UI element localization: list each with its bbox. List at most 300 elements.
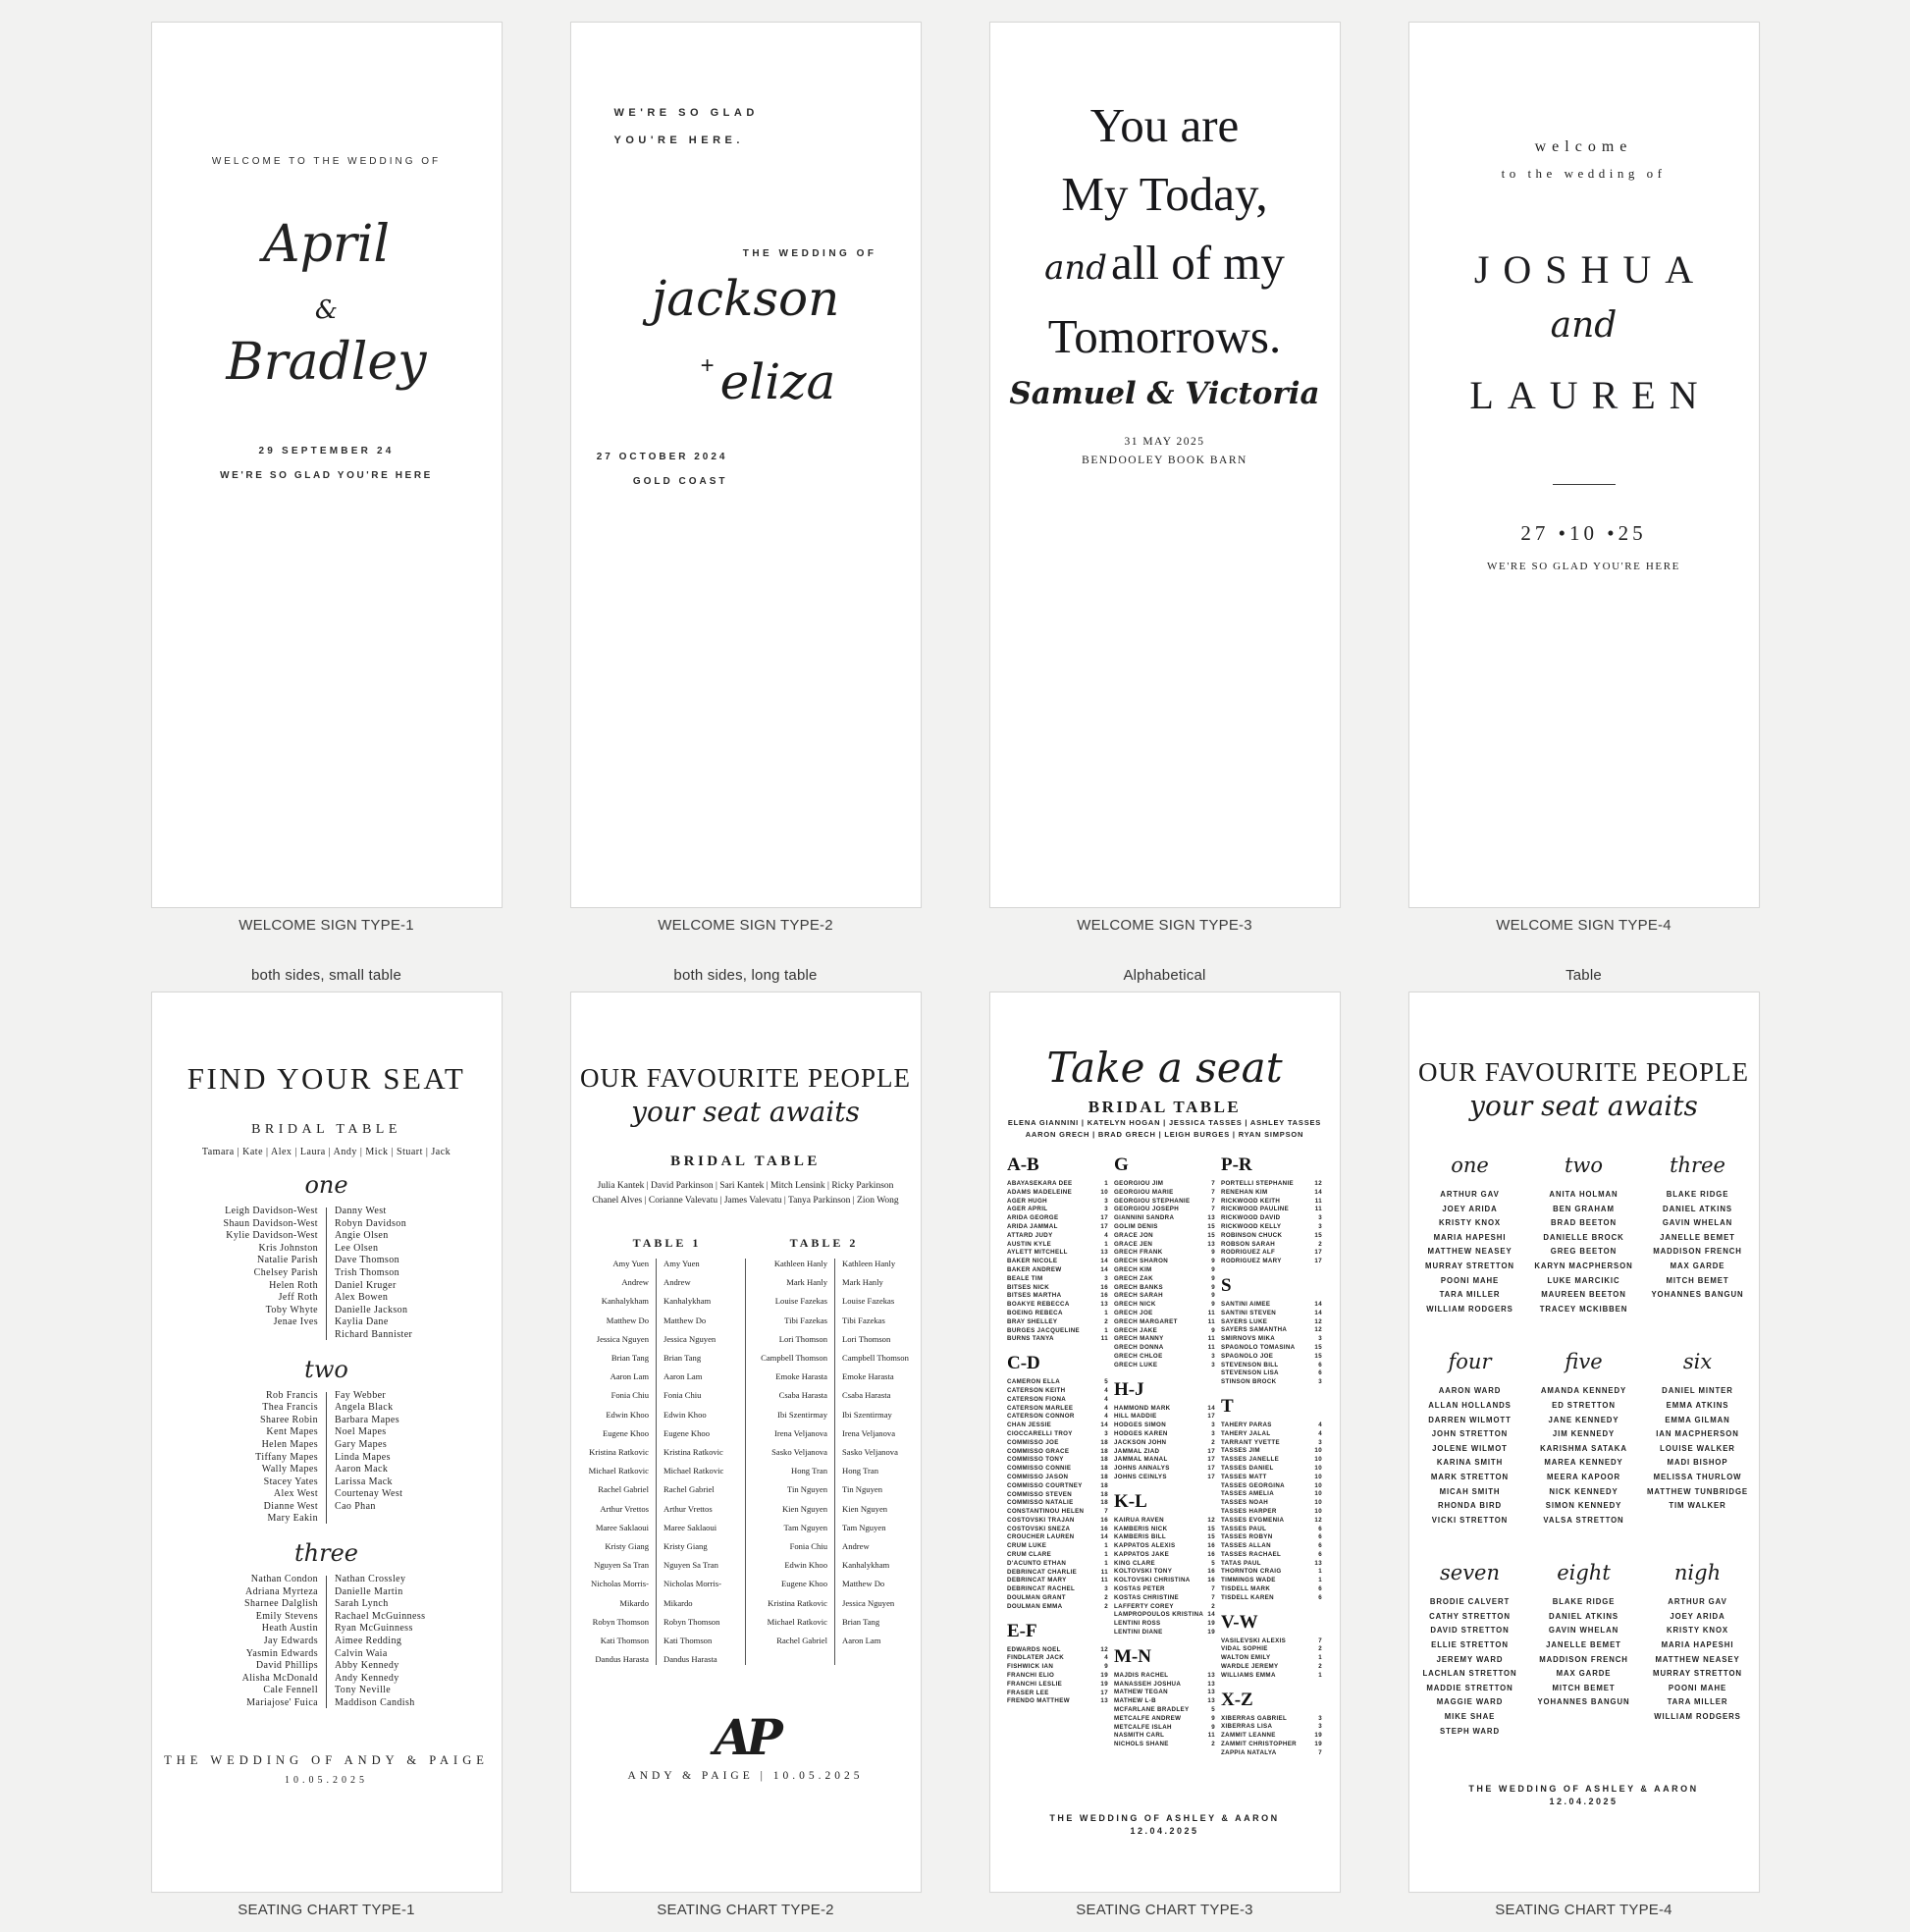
- guest-name: Tony Neville: [335, 1685, 392, 1696]
- guest-name: Larissa Mack: [335, 1476, 393, 1487]
- guest-row: [1114, 1629, 1215, 1637]
- guest-name: GAVIN WHELAN: [1548, 1626, 1619, 1636]
- guest-row: [1114, 1448, 1215, 1457]
- table-guest-columns: [152, 1206, 502, 1342]
- guest-name: TISDELL KAREN: [1221, 1593, 1274, 1601]
- guest-name: Nathan Crossley: [335, 1574, 406, 1585]
- guest-row: [1007, 1378, 1108, 1387]
- guest-name: TARA MILLER: [1439, 1290, 1501, 1300]
- guest-name: MANASSEH JOSHUA: [1114, 1680, 1182, 1688]
- guest-name: Dandus Harasta: [663, 1654, 717, 1665]
- guest-name: FINDLATER JACK: [1007, 1654, 1065, 1662]
- guest-table-number: 1: [1104, 1180, 1108, 1187]
- guest-name: Richard Bannister: [335, 1328, 413, 1340]
- guest-row: [1221, 1344, 1322, 1353]
- guest-name: Tiffany Mapes: [255, 1451, 318, 1463]
- guest-name: Kristina Ratkovic: [663, 1447, 723, 1458]
- guest-name: Natalie Parish: [257, 1255, 318, 1266]
- guest-name: CAMERON ELLA: [1007, 1378, 1061, 1386]
- guest-name: AUSTIN KYLE: [1007, 1240, 1052, 1248]
- guest-table-number: 10: [1314, 1447, 1322, 1455]
- guest-name: GEORGIOU STEPHANIE: [1114, 1197, 1191, 1205]
- alpha-column: [1221, 1154, 1322, 1758]
- guest-table-number: 17: [1207, 1473, 1215, 1480]
- guest-name: MARIA HAPESHI: [1433, 1232, 1507, 1242]
- guest-name: TASSES ROBYN: [1221, 1533, 1273, 1541]
- guest-name: METCALFE ANDREW: [1114, 1714, 1182, 1722]
- guest-name: Louise Fazekas: [774, 1296, 827, 1307]
- guest-table-number: 14: [1100, 1258, 1108, 1265]
- footer-date: 12.04.2025: [1130, 1825, 1199, 1836]
- letter-heading: V-W: [1221, 1611, 1258, 1633]
- guest-name: Robyn Thomson: [663, 1616, 720, 1627]
- guest-name: CRUM CLARE: [1007, 1551, 1052, 1559]
- guest-table-number: 11: [1207, 1344, 1215, 1352]
- guest-row: [1221, 1241, 1322, 1250]
- guest-row: [1221, 1723, 1322, 1732]
- column-divider: [326, 1392, 327, 1525]
- guest-name: KARINA SMITH: [1436, 1458, 1504, 1468]
- guest-row: [1221, 1180, 1322, 1189]
- guest-name: Angela Black: [335, 1402, 394, 1414]
- guest-table-number: 11: [1100, 1335, 1108, 1343]
- guest-name: Jessica Nguyen: [842, 1597, 895, 1608]
- guest-table-number: 10: [1314, 1490, 1322, 1498]
- guest-name: AMANDA KENNEDY: [1540, 1386, 1627, 1396]
- table-name: eight: [1557, 1561, 1611, 1585]
- guest-table-number: 3: [1104, 1274, 1108, 1282]
- guest-name: TARRANT YVETTE: [1221, 1438, 1281, 1446]
- letter-heading: P-R: [1221, 1154, 1252, 1175]
- guest-name: Barbara Mapes: [335, 1414, 400, 1425]
- guest-row: [1221, 1422, 1322, 1430]
- guest-name: MADI BISHOP: [1667, 1458, 1728, 1468]
- guest-table-number: 3: [1104, 1585, 1108, 1593]
- guest-row: [1114, 1689, 1215, 1697]
- guest-table-number: 1: [1104, 1309, 1108, 1316]
- guest-name: Trish Thomson: [335, 1266, 400, 1278]
- guest-table-number: 10: [1314, 1481, 1322, 1489]
- guest-row: [1114, 1672, 1215, 1681]
- guest-table-number: 13: [1314, 1559, 1322, 1567]
- guest-name: Rob Francis: [265, 1389, 318, 1401]
- guest-row: [1221, 1301, 1322, 1310]
- guest-name: Tam Nguyen: [842, 1522, 886, 1532]
- guest-name: Alisha McDonald: [241, 1672, 318, 1684]
- guest-name: MAX GARDE: [1670, 1261, 1725, 1270]
- guest-name: DOULMAN GRANT: [1007, 1594, 1066, 1602]
- guest-name: Rachel Gabriel: [663, 1484, 715, 1495]
- guest-name: KING CLARE: [1114, 1559, 1155, 1567]
- guest-row: [1007, 1646, 1108, 1655]
- guest-column-left: [169, 1574, 318, 1710]
- guest-name: Dandus Harasta: [595, 1654, 649, 1665]
- guest-row: [1221, 1663, 1322, 1672]
- guest-row: [1007, 1603, 1108, 1612]
- guest-name: SMIRNOVS MIKA: [1221, 1335, 1276, 1343]
- guest-table-number: 19: [1314, 1732, 1322, 1740]
- guest-name: CATERSON KEITH: [1007, 1386, 1066, 1394]
- guest-table-number: 3: [1318, 1438, 1322, 1446]
- guest-table-number: 9: [1211, 1265, 1215, 1273]
- guest-name: Edwin Khoo: [663, 1409, 707, 1420]
- guest-name: DEBRINCAT CHARLIE: [1007, 1568, 1078, 1576]
- guest-row: [1007, 1413, 1108, 1422]
- guest-name: KOLTOVSKI CHRISTINA: [1114, 1577, 1191, 1584]
- guest-name: Emily Stevens: [255, 1610, 318, 1622]
- partner-name-1: April: [263, 215, 390, 274]
- guest-table-number: 19: [1207, 1620, 1215, 1628]
- guest-name: KRISTY KNOX: [1666, 1626, 1729, 1636]
- guest-table-number: 3: [1211, 1361, 1215, 1368]
- guest-table-number: 7: [1104, 1508, 1108, 1516]
- guest-name: SAYERS LUKE: [1221, 1317, 1268, 1325]
- guest-column-right: [335, 1574, 484, 1710]
- guest-name: Andrew Kanhalykham: [663, 1277, 712, 1307]
- guest-name: Yasmin Edwards: [245, 1647, 318, 1659]
- chart-subtitle: your seat awaits: [631, 1096, 860, 1128]
- guest-table-number: 3: [1211, 1422, 1215, 1429]
- guest-name: Arthur Vrettos: [663, 1503, 713, 1514]
- guest-table-number: 9: [1211, 1714, 1215, 1722]
- welcome-eyebrow: WELCOME TO THE WEDDING OF: [211, 156, 442, 167]
- guest-name: MEERA KAPOOR: [1546, 1472, 1621, 1481]
- guest-row: [1114, 1405, 1215, 1414]
- guest-name: YOHANNES BANGUN: [1651, 1290, 1744, 1300]
- guest-row: [1007, 1214, 1108, 1223]
- guest-name: Eugene Khoo: [602, 1427, 649, 1438]
- guest-table-number: 17: [1314, 1258, 1322, 1265]
- guest-name: YOHANNES BANGUN: [1537, 1697, 1630, 1707]
- guest-name: Campbell Thomson: [842, 1353, 909, 1364]
- guest-table-number: 2: [1318, 1240, 1322, 1248]
- seating-charts-row: [0, 992, 1910, 1893]
- guest-table-number: 12: [1314, 1180, 1322, 1187]
- guest-name: TIMMINGS WADE: [1221, 1577, 1276, 1584]
- guest-table-number: 7: [1211, 1180, 1215, 1187]
- guest-name: POONI MAHE: [1668, 1683, 1727, 1692]
- guest-table-number: 9: [1211, 1274, 1215, 1282]
- guest-name: JANELLE BEMET: [1546, 1640, 1621, 1650]
- guest-name: TAHERY JALAL: [1221, 1429, 1271, 1437]
- guest-name: GRECH MANNY: [1114, 1335, 1164, 1343]
- guest-name: TASSES RACHAEL: [1221, 1550, 1282, 1558]
- guest-table-number: 6: [1318, 1542, 1322, 1550]
- guest-name: TASSES JANELLE: [1221, 1456, 1280, 1464]
- guest-row: [1007, 1258, 1108, 1266]
- guest-table-number: 3: [1318, 1222, 1322, 1230]
- guest-name: KOSTAS PETER: [1114, 1585, 1165, 1593]
- guest-row: [1221, 1378, 1322, 1387]
- guest-name: Nicholas Morris-Mikardo: [663, 1579, 721, 1608]
- guest-name: LUKE MARCIKIC: [1547, 1275, 1620, 1285]
- guest-name: TARA MILLER: [1667, 1697, 1728, 1707]
- guest-name: Alex West: [273, 1488, 318, 1500]
- guest-name: EMMA ATKINS: [1666, 1400, 1729, 1410]
- guest-table-number: 4: [1104, 1413, 1108, 1421]
- guest-table-number: 18: [1100, 1438, 1108, 1446]
- guest-row: [1114, 1318, 1215, 1327]
- guest-name: Kati Thomson: [600, 1636, 649, 1646]
- guest-name: XIBERRAS LISA: [1221, 1723, 1273, 1731]
- guest-row: [1114, 1275, 1215, 1284]
- guest-row: [1114, 1715, 1215, 1724]
- guest-name: MAREA KENNEDY: [1544, 1458, 1623, 1468]
- guest-name: Amy Yuen: [663, 1259, 700, 1268]
- guest-name: Calvin Waia: [335, 1647, 388, 1659]
- guest-name: Lee Olsen: [335, 1242, 379, 1254]
- guest-table-number: 4: [1104, 1654, 1108, 1662]
- guest-name: Thea Francis: [262, 1402, 318, 1414]
- partner-name-2: LAUREN: [1469, 373, 1712, 417]
- guest-column-left: [169, 1390, 318, 1527]
- guest-table-number: 15: [1314, 1343, 1322, 1351]
- bridal-names-line2: AARON GRECH | BRAD GRECH | LEIGH BURGES | RYAN SIMPSON: [1025, 1130, 1304, 1139]
- guest-name: BOAKYE REBECCA: [1007, 1301, 1070, 1309]
- letter-heading: A-B: [1007, 1154, 1039, 1175]
- guest-table-number: 7: [1211, 1593, 1215, 1601]
- guest-name: TASSES JIM: [1221, 1447, 1260, 1455]
- chart-subtitle: your seat awaits: [1469, 1090, 1698, 1122]
- table-group: [1529, 1350, 1639, 1528]
- guest-name: ZAMMIT CHRISTOPHER: [1221, 1741, 1297, 1748]
- guest-table-number: 6: [1318, 1369, 1322, 1377]
- guest-table-number: 6: [1318, 1593, 1322, 1601]
- guest-name: Noel Mapes: [335, 1426, 387, 1438]
- guest-row: [1221, 1637, 1322, 1646]
- guest-name: MADDISON FRENCH: [1539, 1654, 1628, 1664]
- guest-name: Sarah Lynch: [335, 1598, 389, 1610]
- guest-row: [1114, 1413, 1215, 1422]
- guest-row: [1221, 1232, 1322, 1241]
- guest-row: [1221, 1465, 1322, 1474]
- guest-row: [1221, 1439, 1322, 1448]
- guest-table-number: 15: [1207, 1533, 1215, 1541]
- guest-name: HODGES SIMON: [1114, 1422, 1167, 1429]
- guest-name: FRENDO MATTHEW: [1007, 1697, 1070, 1705]
- welcome-signs-row: [0, 22, 1910, 908]
- guest-table-number: 13: [1100, 1697, 1108, 1705]
- guest-name: CATERSON FIONA: [1007, 1395, 1067, 1403]
- guest-row: [1221, 1715, 1322, 1724]
- guest-name: Arthur Vrettos: [600, 1503, 649, 1514]
- guest-name: Danny West: [335, 1206, 387, 1216]
- guest-table-number: 4: [1318, 1429, 1322, 1437]
- guest-name: KOLTOVSKI TONY: [1114, 1568, 1173, 1576]
- letter-heading: S: [1221, 1274, 1232, 1296]
- guest-name: Sasko Veljanova: [771, 1447, 827, 1458]
- guest-table-number: 9: [1211, 1283, 1215, 1291]
- guest-name: Brian Tang: [610, 1353, 649, 1364]
- guest-row: [1007, 1448, 1108, 1457]
- guest-name: FISHWICK IAN: [1007, 1663, 1054, 1671]
- guest-name: Helen Mapes: [261, 1438, 318, 1450]
- footer-date: 10.05.2025: [285, 1774, 368, 1786]
- caption-seating-type-1: SEATING CHART TYPE-1: [238, 1902, 415, 1918]
- guest-row: [1114, 1249, 1215, 1258]
- guest-name: COMMISSO GRACE: [1007, 1447, 1070, 1455]
- guest-name: D'ACUNTO ETHAN: [1007, 1559, 1067, 1567]
- guest-name: Aaron Lam: [663, 1371, 703, 1382]
- guest-name: Alex Bowen: [335, 1292, 389, 1304]
- guest-name: MURRAY STRETTON: [1425, 1261, 1514, 1270]
- quote: You are My Today, andall of my Tomorrows.: [1044, 98, 1285, 363]
- guest-name: JOHN STRETTON: [1431, 1429, 1509, 1439]
- guest-name: Shaun Davidson-West: [223, 1217, 318, 1229]
- guest-name: TAHERY PARAS: [1221, 1421, 1272, 1428]
- guest-name: DANIEL ATKINS: [1549, 1611, 1618, 1621]
- guest-table-number: 9: [1211, 1249, 1215, 1257]
- seating-chart-type-3: [989, 992, 1341, 1893]
- guest-row: [1221, 1672, 1322, 1681]
- guest-name: BRAY SHELLEY: [1007, 1317, 1058, 1325]
- guest-row: [1221, 1249, 1322, 1258]
- guest-row: [1221, 1749, 1322, 1758]
- guest-row: [1114, 1681, 1215, 1690]
- guest-name: Csaba Harasta: [842, 1390, 891, 1401]
- guest-row: [1221, 1198, 1322, 1207]
- guest-row: [1114, 1232, 1215, 1241]
- guest-row: [1007, 1663, 1108, 1672]
- guest-table-number: 11: [1100, 1568, 1108, 1576]
- guest-row: [1007, 1542, 1108, 1551]
- guest-name: COMMISSO NATALIE: [1007, 1499, 1074, 1507]
- guest-row: [1007, 1697, 1108, 1706]
- footer-couple-date: ANDY & PAIGE | 10.05.2025: [627, 1770, 864, 1783]
- table-group: [1643, 1350, 1753, 1528]
- guest-table-number: 7: [1318, 1748, 1322, 1756]
- guest-row: [1221, 1474, 1322, 1482]
- guest-name: ARIDA JAMMAL: [1007, 1222, 1058, 1230]
- guest-row: [1114, 1189, 1215, 1198]
- table-name: three: [294, 1539, 358, 1568]
- guest-name: MARIA HAPESHI: [1661, 1640, 1734, 1650]
- table-group: [1415, 1154, 1525, 1316]
- couple-monogram: AP: [714, 1708, 777, 1767]
- guest-name: SAYERS SAMANTHA: [1221, 1326, 1288, 1334]
- guest-name: TASSES EVGMENIA: [1221, 1516, 1285, 1524]
- guest-row: [1114, 1456, 1215, 1465]
- guest-name: JIM KENNEDY: [1552, 1429, 1616, 1439]
- guest-name: ROBSON SARAH: [1221, 1240, 1276, 1248]
- guest-name: STINSON BROCK: [1221, 1378, 1277, 1386]
- guest-table-number: 6: [1318, 1585, 1322, 1593]
- guest-name: Edwin Khoo: [606, 1409, 649, 1420]
- guest-name: KAMBERIS NICK: [1114, 1525, 1168, 1532]
- guest-table-number: 13: [1207, 1214, 1215, 1222]
- guest-name: DAVID STRETTON: [1430, 1626, 1510, 1636]
- guest-name: Dave Thomson: [335, 1255, 399, 1266]
- seating-chart-type-4: [1408, 992, 1760, 1893]
- guest-row: [1221, 1594, 1322, 1603]
- guest-table-number: 9: [1211, 1258, 1215, 1265]
- guest-name: EMMA GILMAN: [1665, 1415, 1730, 1424]
- guest-name: STEPH WARD: [1440, 1726, 1500, 1736]
- guest-name: GRACE JON: [1114, 1231, 1153, 1239]
- guest-name: COSTOVSKI SNEZA: [1007, 1525, 1071, 1532]
- guest-name: POONI MAHE: [1440, 1275, 1500, 1285]
- guest-name: ANITA HOLMAN: [1549, 1190, 1618, 1199]
- guest-table-number: 16: [1207, 1550, 1215, 1558]
- guest-name: Brian Tang: [663, 1353, 702, 1364]
- guest-row: [1007, 1266, 1108, 1275]
- guest-name: JOLENE WILMOT: [1432, 1443, 1508, 1453]
- guest-table-number: 3: [1318, 1714, 1322, 1722]
- guest-row: [1114, 1603, 1215, 1612]
- guest-row: [1114, 1301, 1215, 1310]
- guest-name: MADDIE STRETTON: [1426, 1683, 1513, 1692]
- guest-row: [1114, 1292, 1215, 1301]
- guest-row: [1114, 1585, 1215, 1594]
- guest-table-number: 1: [1318, 1654, 1322, 1662]
- caption-seating-type-4: SEATING CHART TYPE-4: [1495, 1902, 1672, 1918]
- guest-name: CROUCHER LAUREN: [1007, 1533, 1075, 1541]
- letter-heading: G: [1114, 1154, 1129, 1175]
- table-group: [1415, 1561, 1525, 1739]
- guest-name: HILL MADDIE: [1114, 1413, 1157, 1421]
- guest-name: NICHOLS SHANE: [1114, 1741, 1169, 1748]
- welcome-sign-type-4: [1408, 22, 1760, 908]
- guest-table-number: 6: [1318, 1361, 1322, 1368]
- guest-name: Louise Fazekas: [842, 1296, 895, 1307]
- guest-name: Tin Nguyen: [787, 1484, 827, 1495]
- guest-name: FRASER LEE: [1007, 1689, 1049, 1696]
- guest-name: Heath Austin: [261, 1623, 318, 1635]
- guest-name: BAKER NICOLE: [1007, 1258, 1058, 1265]
- guest-name: WILLIAM RODGERS: [1654, 1712, 1741, 1722]
- guest-name: Michael Ratkovic: [588, 1466, 649, 1476]
- table-guest-columns: [152, 1390, 502, 1527]
- guest-name: JAMMAL ZIAD: [1114, 1447, 1160, 1455]
- guest-name: ZAMMIT LEANNE: [1221, 1732, 1276, 1740]
- guest-column-right: [335, 1206, 484, 1342]
- table-name: seven: [1439, 1561, 1501, 1585]
- guest-name: Csaba Harasta: [778, 1390, 827, 1401]
- guest-name: BAKER ANDREW: [1007, 1265, 1062, 1273]
- caption-seating-type-3: SEATING CHART TYPE-3: [1076, 1902, 1253, 1918]
- wedding-date: 27 OCTOBER 2024: [596, 452, 728, 462]
- guest-name: Andrew Kanhalykham: [601, 1277, 649, 1307]
- guest-row: [1221, 1189, 1322, 1198]
- alphabetical-columns: [990, 1154, 1340, 1758]
- guest-name: JAMMAL MANAL: [1114, 1456, 1168, 1464]
- guest-table-number: 16: [1100, 1516, 1108, 1524]
- guest-row: [1221, 1369, 1322, 1378]
- guest-table-number: 16: [1100, 1525, 1108, 1532]
- guest-name: BEALE TIM: [1007, 1274, 1043, 1282]
- guest-row: [1114, 1611, 1215, 1620]
- bridal-table-names: Tamara | Kate | Alex | Laura | Andy | Mick | Stuart | Jack: [201, 1147, 451, 1157]
- guest-name: Lori Thomson: [842, 1333, 891, 1344]
- guest-table-number: 4: [1104, 1404, 1108, 1412]
- table-guest-columns: [152, 1574, 502, 1710]
- guest-name: Kathleen Hanly: [842, 1259, 896, 1268]
- guest-name: TASSES HARPER: [1221, 1507, 1277, 1515]
- guest-name: COMMISSO TONY: [1007, 1456, 1064, 1464]
- guest-row: [1007, 1301, 1108, 1310]
- guest-name: SPAGNOLO JOE: [1221, 1352, 1274, 1360]
- letter-heading: E-F: [1007, 1620, 1037, 1641]
- guest-table-number: 13: [1207, 1697, 1215, 1705]
- guest-name: SANTINI STEVEN: [1221, 1309, 1277, 1316]
- guest-row: [1007, 1482, 1108, 1491]
- guest-name: Eugene Khoo: [780, 1579, 827, 1589]
- guest-name: MATHEW L-B: [1114, 1697, 1156, 1705]
- guest-name: TASSES GEORGINA: [1221, 1481, 1285, 1489]
- guest-table-number: 15: [1207, 1231, 1215, 1239]
- guest-row: [1007, 1465, 1108, 1474]
- guest-name: ZAPPIA NATALYA: [1221, 1748, 1277, 1756]
